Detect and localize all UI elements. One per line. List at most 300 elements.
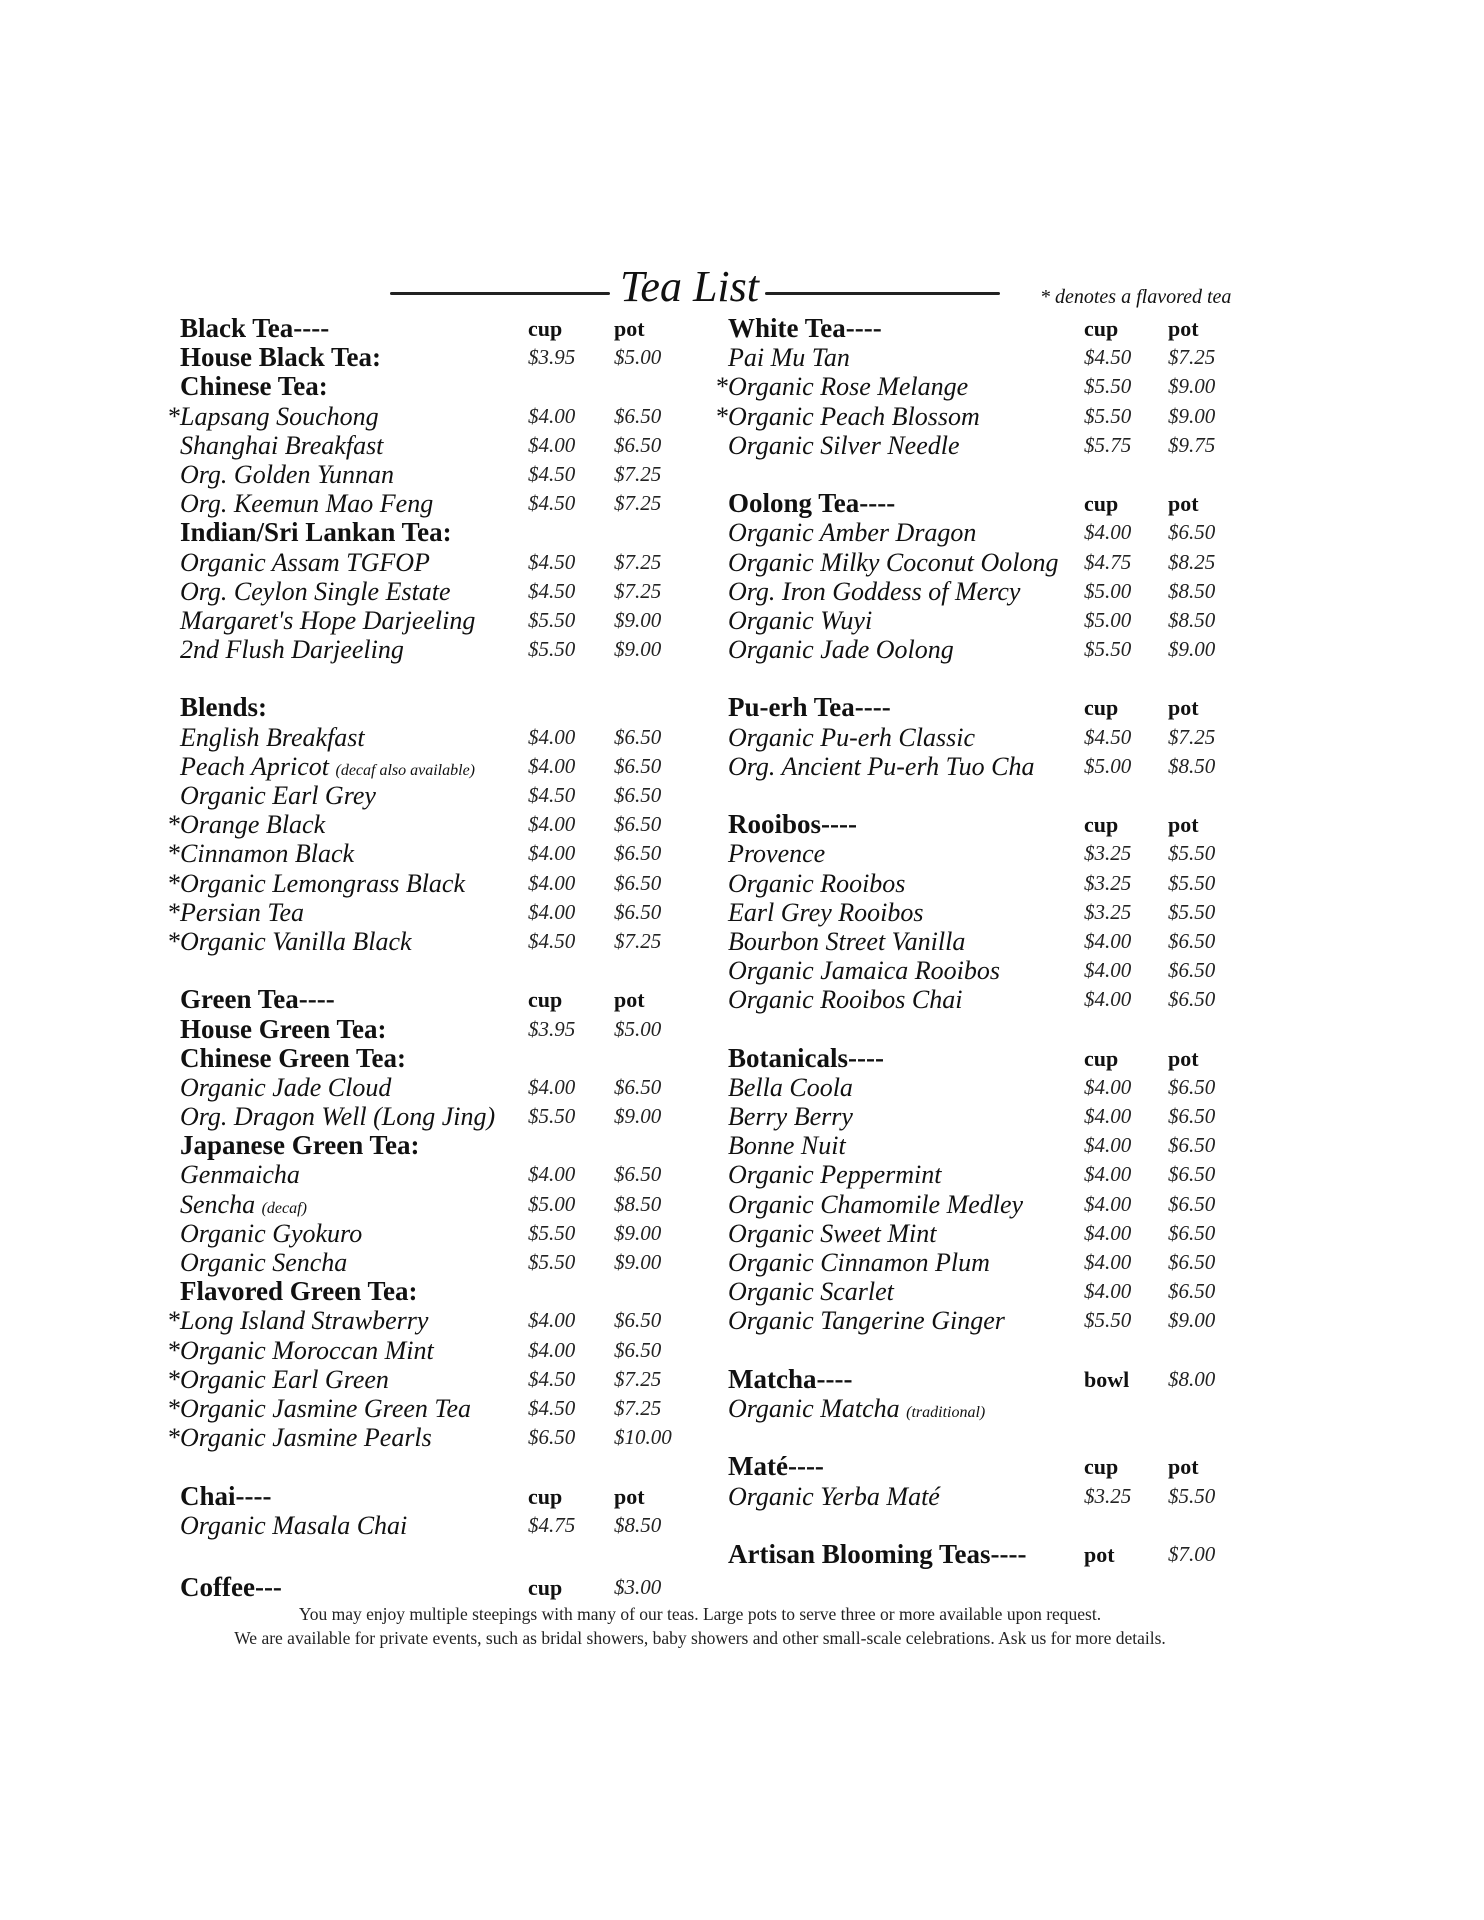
pot-price: $7.25 [614,1366,662,1391]
subsection-header [168,518,708,547]
pot-price: $6.50 [1168,958,1216,983]
menu-item [168,1190,708,1219]
pot-price: $6.50 [1168,1104,1216,1129]
menu-item [168,606,708,635]
section-title: Coffee--- [180,1571,282,1602]
flavor-note: * denotes a flavored tea [1040,286,1232,308]
cup-price: $4.00 [528,403,576,428]
pot-price: $6.50 [1168,1279,1216,1304]
pot-price: $7.25 [614,578,662,603]
cup-price: $3.25 [1084,1483,1132,1508]
menu-item [168,1219,708,1248]
item-name: Organic Sencha [180,1248,348,1277]
cup-price: $4.00 [1084,520,1132,545]
item-name: Shanghai Breakfast [180,430,384,460]
item-name: Organic Pu-erh Classic [728,722,975,752]
section-title: Oolong Tea---- [728,488,896,519]
item-name: Organic Peppermint [728,1160,942,1190]
pot-price: $8.00 [1168,1366,1216,1391]
section-header [716,810,1276,839]
menu-item [716,431,1276,460]
pot-price: $5.50 [1168,870,1216,895]
menu-item [716,723,1276,752]
pot-price: $9.00 [614,1220,662,1245]
subsection-header [168,1277,708,1306]
item-name: Organic Earl Grey [180,781,376,810]
cup-price: $5.50 [528,637,576,662]
flavored-marker: * [168,1393,181,1423]
menu-item [168,431,708,460]
menu-item [716,518,1276,547]
cup-price: $4.50 [528,1366,576,1391]
menu-item [168,1423,708,1452]
cup-price: $4.00 [528,1308,576,1333]
item-name: Organic Peach Blossom [728,401,980,431]
pot-price: $7.25 [614,1395,662,1420]
menu-item [716,577,1276,606]
item-name: 2nd Flush Darjeeling [180,635,404,665]
title-rule-right [765,292,1000,295]
subsection-header [168,1131,708,1160]
item-name: Organic Scarlet [728,1277,894,1307]
menu-item [168,1394,708,1423]
cup-price: $3.95 [528,1016,576,1041]
pot-price: $6.50 [614,724,662,749]
item-name: Organic Moroccan Mint [180,1335,434,1365]
spacer [716,1336,1276,1365]
column-label-pot: pot [1168,1045,1199,1071]
section-header [716,1365,1276,1394]
section-header [716,1452,1276,1481]
menu-item [168,1365,708,1394]
section-header [716,693,1276,722]
spacer [716,1423,1276,1452]
section-title: Chinese Tea: [180,371,328,402]
column-label-cup: cup [528,987,563,1013]
cup-price: $4.00 [528,432,576,457]
cup-price: $4.50 [528,928,576,953]
cup-price: $5.50 [1084,1308,1132,1333]
item-name: Organic Milky Coconut Oolong [728,547,1059,577]
pot-price: $9.75 [1168,432,1216,457]
pot-price: $6.50 [614,783,662,807]
pot-price: $6.50 [1168,520,1216,545]
flavored-marker: * [168,897,181,927]
section-title: Green Tea---- [180,984,335,1015]
item-name: Margaret's Hope Darjeeling [180,605,476,635]
cup-price: $4.50 [528,783,576,807]
item-name: Organic Vanilla Black [180,926,412,956]
flavored-marker: * [168,1423,181,1453]
item-name: English Breakfast [180,722,365,752]
flavored-marker: * [168,868,181,898]
pot-price: $9.00 [1168,374,1216,399]
cup-price: $4.50 [528,578,576,603]
cup-price: $4.00 [528,724,576,749]
flavored-marker: * [168,1335,181,1365]
column-label-cup: cup [528,316,563,341]
cup-price: $4.00 [1084,1133,1132,1158]
cup-price: $4.00 [1084,1279,1132,1304]
menu-item [716,343,1276,372]
item-name: Bourbon Street Vanilla [728,926,966,956]
item-name: Organic Earl Green [180,1364,389,1394]
column-label-pot: pot [614,987,645,1013]
column-label-cup: cup [528,1574,563,1600]
subsection-header [168,1015,708,1044]
pot-price: $6.50 [1168,987,1216,1012]
menu-item [168,839,708,868]
item-name: Organic Gyokuro [180,1218,363,1248]
flavored-marker: * [168,839,181,869]
pot-price: $7.25 [614,549,662,574]
section-title: Maté---- [728,1451,824,1482]
left-column [168,314,708,1602]
section-title: Botanicals---- [728,1042,884,1073]
menu-item [168,869,708,898]
column-label-cup: cup [1084,1045,1119,1071]
menu-item [716,548,1276,577]
item-name: Organic Cinnamon Plum [728,1248,990,1277]
cup-price: $4.00 [1084,1074,1132,1099]
pot-price: $8.25 [1168,549,1216,574]
pot-price: $8.50 [1168,607,1216,632]
section-header [168,1573,708,1602]
section-header [716,1540,1276,1569]
pot-price: $7.25 [1168,345,1216,370]
item-name: Organic Sweet Mint [728,1218,937,1248]
section-title: Black Tea---- [180,313,330,343]
cup-price: $4.75 [1084,549,1132,574]
spacer [168,664,708,693]
item-name: Organic Assam TGFOP [180,547,430,577]
flavored-marker: * [168,926,181,956]
item-name: Berry Berry [728,1102,853,1132]
spacer [168,956,708,985]
pot-price: $9.00 [614,1104,662,1129]
pot-price: $5.50 [1168,899,1216,924]
flavored-marker: * [168,1364,181,1394]
menu-item [168,1336,708,1365]
menu-item [716,985,1276,1014]
menu-item [168,635,708,664]
cup-price: $6.50 [528,1425,576,1450]
menu-item [716,752,1276,781]
cup-price: $5.50 [528,1220,576,1245]
item-note: (decaf also available) [335,761,475,779]
flavored-marker: * [168,1306,181,1336]
section-title: Chai---- [180,1480,272,1511]
menu-item [716,839,1276,868]
pot-price: $9.00 [1168,1308,1216,1333]
pot-price: $6.50 [614,432,662,457]
item-name: Organic Wuyi [728,605,873,635]
item-name: Cinnamon Black [180,839,355,869]
item-name: Sencha (decaf) [180,1189,307,1219]
pot-price: $6.50 [614,1308,662,1333]
menu-item [716,956,1276,985]
menu-item [168,1102,708,1131]
menu-item [716,1131,1276,1160]
menu-item [716,927,1276,956]
item-name: Org. Golden Yunnan [180,459,395,489]
item-name: Organic Jade Cloud [180,1072,392,1102]
cup-price: $4.50 [1084,345,1132,370]
cup-price: $4.50 [528,491,576,516]
section-title: Rooibos---- [728,809,857,840]
section-header [716,314,1276,343]
footer [150,1602,1250,1650]
cup-price: $5.50 [528,1104,576,1129]
column-label-pot: pot [1168,812,1199,838]
cup-price: $3.25 [1084,870,1132,895]
column-label-pot: pot [1168,695,1199,721]
item-name: Organic Amber Dragon [728,518,977,548]
menu-item [716,869,1276,898]
cup-price: $5.50 [1084,403,1132,428]
section-title: Indian/Sri Lankan Tea: [180,517,452,548]
cup-price: $5.00 [1084,753,1132,778]
section-title: White Tea---- [728,313,882,343]
cup-price: $4.00 [528,753,576,778]
menu-item [716,1277,1276,1306]
column-label-cup: cup [1084,812,1119,838]
footer-line-2: We are available for private events, such as bridal showers, baby showers and other small-scale celebrations. Ask us for more details. [234,1628,1166,1648]
menu-item [716,1394,1276,1423]
menu-item [716,402,1276,431]
item-name: Peach Apricot (decaf also available) [180,751,475,781]
menu-item [168,898,708,927]
menu-item [716,898,1276,927]
item-name: Organic Silver Needle [728,430,960,460]
spacer [168,1452,708,1481]
menu-item [168,402,708,431]
item-name: Bella Coola [728,1072,853,1102]
right-column [716,314,1276,1569]
column-label-pot: pot [1168,1454,1199,1480]
item-name: Org. Iron Goddess of Mercy [728,576,1021,606]
column-label-cup: pot [1084,1541,1115,1567]
section-header [168,1482,708,1511]
section-title: Artisan Blooming Teas---- [728,1538,1027,1569]
pot-price: $7.25 [1168,724,1216,749]
item-name: Organic Jasmine Pearls [180,1423,432,1453]
section-title: Japanese Green Tea: [180,1130,420,1161]
menu-item [168,1160,708,1189]
section-title: Blends: [180,692,268,723]
subsection-header [168,1044,708,1073]
menu-item [168,548,708,577]
cup-price: $4.00 [528,812,576,837]
menu-item [168,1248,708,1277]
cup-price: $4.00 [528,841,576,866]
cup-price: $4.00 [528,899,576,924]
column-label-pot: pot [614,1483,645,1509]
pot-price: $6.50 [1168,1074,1216,1099]
subsection-header [168,343,708,372]
section-header [716,489,1276,518]
title-block [390,262,1010,314]
pot-price: $6.50 [1168,1162,1216,1187]
section-header [168,314,708,343]
item-name: Pai Mu Tan [728,343,850,373]
item-name: Earl Grey Rooibos [728,897,924,927]
item-name: Organic Matcha (traditional) [728,1393,986,1423]
menu-item [168,1073,708,1102]
cup-price: $4.00 [528,1162,576,1187]
section-header [168,985,708,1014]
menu-item [716,1482,1276,1511]
pot-price: $5.00 [614,1016,662,1041]
menu-item [716,1073,1276,1102]
menu-item [716,372,1276,401]
item-name: Org. Keemun Mao Feng [180,489,434,519]
menu-item [168,810,708,839]
pot-price: $5.50 [1168,841,1216,866]
section-title: Matcha---- [728,1363,853,1394]
cup-price: $5.50 [1084,637,1132,662]
pot-price: $6.50 [614,753,662,778]
pot-price: $6.50 [614,899,662,924]
item-name: Organic Yerba Maté [728,1481,940,1511]
cup-price: $4.50 [528,549,576,574]
item-name: Persian Tea [180,897,304,927]
pot-price: $8.50 [614,1512,662,1537]
cup-price: $3.95 [528,345,576,370]
pot-price: $5.50 [1168,1483,1216,1508]
pot-price: $6.50 [1168,928,1216,953]
spacer [716,1015,1276,1044]
subsection-header [168,372,708,401]
cup-price: $5.75 [1084,432,1132,457]
cup-price: $5.00 [1084,578,1132,603]
cup-price: $4.50 [1084,724,1132,749]
column-label-pot: pot [1168,491,1199,517]
pot-price: $6.50 [614,403,662,428]
menu-item [168,752,708,781]
column-label-cup: cup [1084,316,1119,341]
column-label-pot: pot [1168,316,1199,341]
pot-price: $6.50 [614,1337,662,1362]
item-name: Org. Dragon Well (Long Jing) [180,1102,496,1132]
item-name: Org. Ancient Pu-erh Tuo Cha [728,751,1035,781]
item-name: Org. Ceylon Single Estate [180,576,451,606]
pot-price: $6.50 [1168,1133,1216,1158]
spacer [716,460,1276,489]
section-title: Pu-erh Tea---- [728,692,891,723]
cup-price: $4.00 [528,1074,576,1099]
pot-price: $8.50 [614,1191,662,1216]
pot-price: $5.00 [614,345,662,370]
pot-price: $9.00 [614,1250,662,1274]
flavored-marker: * [168,401,181,431]
item-name: Lapsang Souchong [180,401,379,431]
menu-item [716,1190,1276,1219]
item-note: (traditional) [906,1403,986,1421]
menu-item [168,577,708,606]
item-name: Bonne Nuit [728,1131,846,1161]
flavored-marker: * [716,401,729,431]
pot-price: $7.25 [614,491,662,516]
pot-price: $6.50 [614,1162,662,1187]
item-name: Organic Masala Chai [180,1510,408,1540]
item-name: Organic Rose Melange [728,372,969,402]
pot-price: $10.00 [614,1425,672,1450]
item-name: Organic Rooibos Chai [728,985,963,1015]
cup-price: $4.00 [1084,958,1132,983]
cup-price: $4.00 [1084,1104,1132,1129]
cup-price: $5.50 [528,1250,576,1274]
cup-price: $4.50 [528,1395,576,1420]
column-label-cup: cup [528,1483,563,1509]
cup-price: $4.00 [1084,1250,1132,1274]
section-title: Flavored Green Tea: [180,1276,418,1307]
cup-price: $4.75 [528,1512,576,1537]
menu-item [168,489,708,518]
menu-item [716,1306,1276,1335]
pot-price: $7.25 [614,928,662,953]
pot-price: $6.50 [614,841,662,866]
cup-price: $5.00 [528,1191,576,1216]
column-label-cup: cup [1084,491,1119,517]
item-name: Organic Jamaica Rooibos [728,956,1000,986]
menu-item [168,460,708,489]
menu-item [168,1306,708,1335]
column-label-cup: cup [1084,695,1119,721]
section-title: House Green Tea: [180,1013,387,1044]
item-name: Provence [728,839,826,869]
flavored-marker: * [716,372,729,402]
pot-price: $9.00 [1168,403,1216,428]
item-name: Organic Jade Oolong [728,635,954,665]
menu-item [168,723,708,752]
menu-item [716,635,1276,664]
item-name: Orange Black [180,810,326,840]
pot-price: $8.50 [1168,753,1216,778]
column-label-cup: bowl [1084,1366,1130,1392]
cup-price: $4.00 [1084,928,1132,953]
item-note: (decaf) [261,1199,307,1217]
cup-price: $3.25 [1084,899,1132,924]
spacer [716,664,1276,693]
pot-price: $9.00 [1168,637,1216,662]
title-rule-left [390,292,610,295]
subsection-header [168,693,708,722]
spacer [716,1511,1276,1540]
page-title: Tea List [620,262,760,311]
pot-price: $7.00 [1168,1541,1216,1566]
cup-price: $4.00 [1084,987,1132,1012]
menu-item [716,1102,1276,1131]
pot-price: $6.50 [1168,1191,1216,1216]
item-name: Organic Rooibos [728,868,906,898]
cup-price: $4.00 [1084,1220,1132,1245]
spacer [716,781,1276,810]
pot-price: $6.50 [614,870,662,895]
cup-price: $5.50 [528,607,576,632]
cup-price: $4.50 [528,461,576,486]
item-name: Genmaicha [180,1160,300,1190]
section-header [716,1044,1276,1073]
pot-price: $7.25 [614,461,662,486]
menu-item [168,781,708,810]
cup-price: $4.00 [528,1337,576,1362]
column-label-cup: cup [1084,1454,1119,1480]
column-label-pot: pot [614,316,645,341]
flavored-marker: * [168,810,181,840]
cup-price: $3.25 [1084,841,1132,866]
section-title: House Black Tea: [180,342,382,373]
